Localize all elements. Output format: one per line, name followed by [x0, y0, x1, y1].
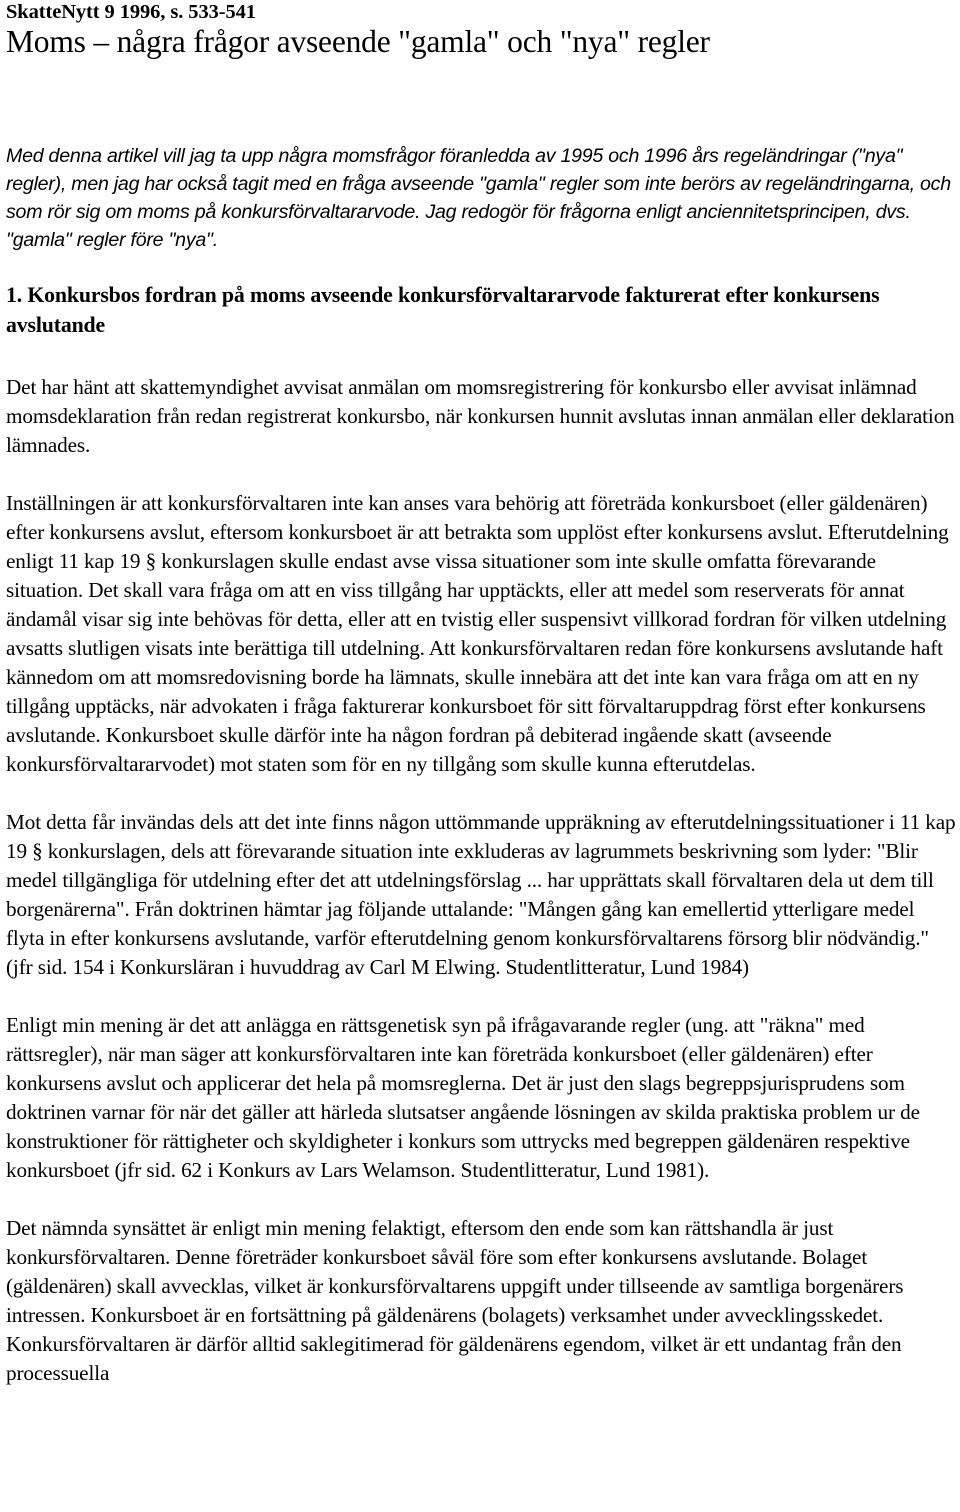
paragraph-1: Det har hänt att skattemyndighet avvisat anmälan om momsregistrering för konkursbo eller avvisat inlämnad momsdeklaration från redan registrerat konkursbo, när konkursen hunnit avslutas innan anmälan eller deklaration lämnades.	[6, 375, 955, 457]
paragraph-4: Enligt min mening är det att anlägga en rättsgenetisk syn på ifrågavarande regler (ung. att "räkna" med rättsregler), när man säger att konkursförvaltaren inte kan företräda konkursboet (eller gäldenären) efter konkursens avslut och applicerar det hela på momsreglerna. Det är just den slags begreppsjurisprudens som doktrinen varnar för när det gäller att härleda slutsatser angående lösningen av skilda praktiska problem ur de konstruktioner för rättigheter och skyldigheter i konkurs som uttrycks med begreppen gäldenären respektive konkursboet (jfr sid. 62 i Konkurs av Lars Welamson. Studentlitteratur, Lund 1981).	[6, 1013, 920, 1182]
section-heading: 1. Konkursbos fordran på moms avseende konkursförvaltararvode fakturerat efter konkursens avslutande	[6, 283, 880, 337]
paragraph-5: Det nämnda synsättet är enligt min mening felaktigt, eftersom den ende som kan rättshandla är just konkursförvaltaren. Denne företräder konkursboet såväl före som efter konkursens avslutande. Bolaget (gäldenären) skall avvecklas, vilket är konkursförvaltarens uppgift under tillseende av samtliga borgenärers intressen. Konkursboet är en fortsättning på gäldenärens (bolagets) verksamhet under avvecklingsskedet. Konkursförvaltaren är därför alltid saklegitimerad för gäldenärens egendom, vilket är ett undantag från den processuella	[6, 1216, 904, 1385]
paragraph-2: Inställningen är att konkursförvaltaren inte kan anses vara behörig att företräda konkursboet (eller gäldenären) efter konkursens avslut, eftersom konkursboet är att betrakta som upplöst efter konkursens avslut. Efterutdelning enligt 11 kap 19 § konkurslagen skulle endast avse vissa situationer som inte skulle omfatta förevarande situation. Det skall vara fråga om att en viss tillgång har upptäckts, eller att medel som reserverats för annat ändamål visar sig inte behövas för detta, eller att en tvistig eller suspensivt villkorad fordran för vilken utdelning avsatts slutligen visats inte berättiga till utdelning. Att konkursförvaltaren redan före konkursens avslutande haft kännedom om att momsredovisning borde ha lämnats, skulle innebära att det inte kan vara fråga om att en ny tillgång upptäcks, när advokaten i fråga fakturerar konkursboet för sitt förvaltaruppdrag först efter konkursens avslutande. Konkursboet skulle därför inte ha någon fordran på debiterad ingående skatt (avseende konkursförvaltararvodet) mot staten som för en ny tillgång som skulle kunna efterutdelas.	[6, 491, 949, 776]
document-page	[6, 0, 956, 1388]
article-title: Moms – några frågor avseende "gamla" och "nya" regler	[6, 24, 710, 59]
source-citation: SkatteNytt 9 1996, s. 533-541	[6, 1, 256, 23]
article-intro: Med denna artikel vill jag ta upp några momsfrågor föranledda av 1995 och 1996 års regeländringar ("nya" regler), men jag har också tagit med en fråga avseende "gamla" regler som inte berörs av regeländringarna, och som rör sig om moms på konkursförvaltararvode. Jag redogör för frågorna enligt anciennitetsprincipen, dvs. "gamla" regler före "nya".	[6, 145, 951, 251]
paragraph-3: Mot detta får invändas dels att det inte finns någon uttömmande uppräkning av efterutdelningssituationer i 11 kap 19 § konkurslagen, dels att förevarande situation inte exkluderas av lagrummets beskrivning som lyder: "Blir medel tillgängliga för utdelning efter det att utdelningsförslag ... har upprättats skall förvaltaren dela ut dem till borgenärerna". Från doktrinen hämtar jag följande uttalande: "Mången gång kan emellertid ytterligare medel flyta in efter konkursens avslutande, varför efterutdelning genom konkursförvaltarens försorg blir nödvändig." (jfr sid. 154 i Konkursläran i huvuddrag av Carl M Elwing. Studentlitteratur, Lund 1984)	[6, 810, 956, 979]
